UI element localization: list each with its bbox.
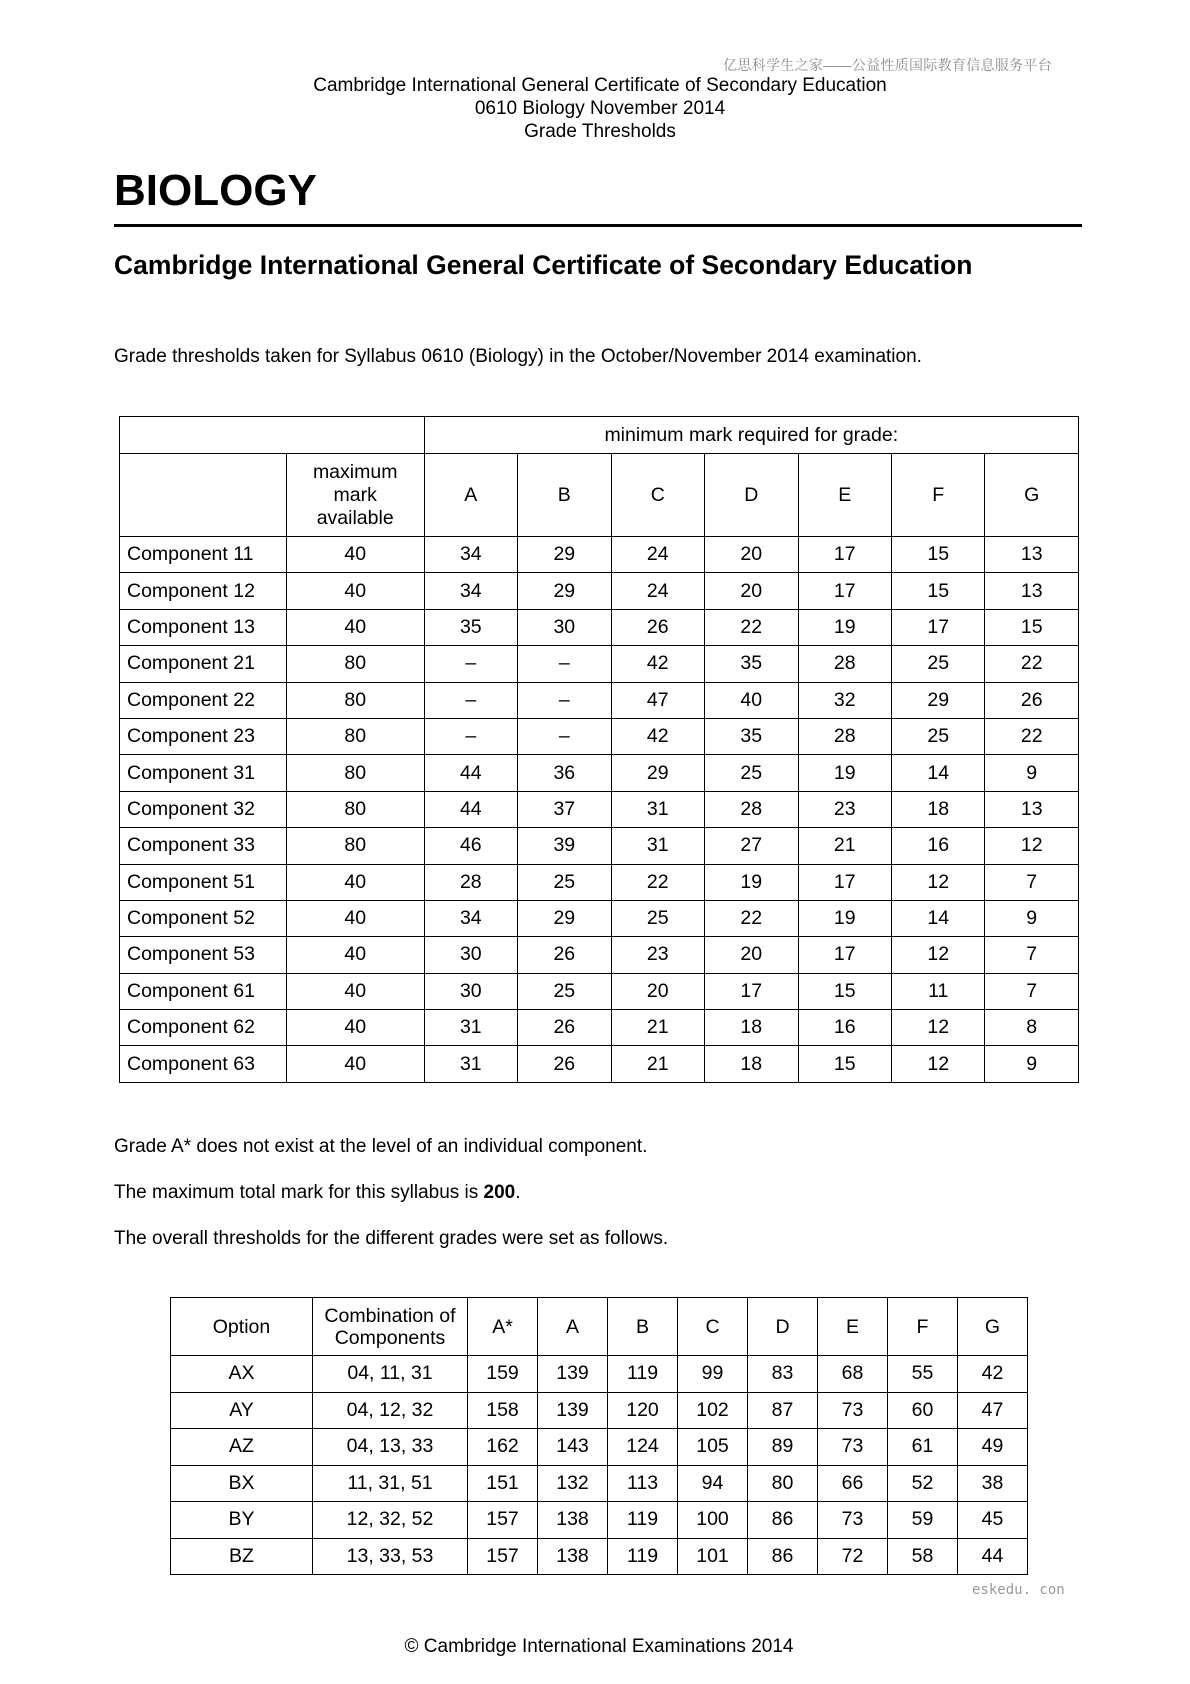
grade-header: A* <box>468 1298 538 1356</box>
note-max-total <box>114 1182 521 1204</box>
grade-mark-cell: 29 <box>891 682 984 718</box>
grade-mark-cell: 72 <box>818 1538 888 1575</box>
grade-mark-cell: 66 <box>818 1465 888 1502</box>
empty-header-cell <box>120 417 425 454</box>
table-row <box>171 1429 1028 1466</box>
component-name-cell: Component 12 <box>120 573 287 609</box>
max-mark-cell: 80 <box>286 646 424 682</box>
component-name-cell: Component 23 <box>120 718 287 754</box>
max-mark-cell: 40 <box>286 973 424 1009</box>
grade-mark-cell: 47 <box>611 682 704 718</box>
grade-mark-cell: 86 <box>748 1502 818 1539</box>
grade-mark-cell: 38 <box>958 1465 1028 1502</box>
grade-header: D <box>705 454 798 537</box>
combination-cell: 11, 31, 51 <box>313 1465 468 1502</box>
grade-mark-cell: 60 <box>888 1392 958 1429</box>
grade-mark-cell: – <box>518 646 611 682</box>
header-line-1: Cambridge International General Certificate of Secondary Education <box>313 75 887 96</box>
grade-mark-cell: 157 <box>468 1502 538 1539</box>
table-row <box>120 1010 1079 1046</box>
grade-mark-cell: 34 <box>424 537 517 573</box>
component-name-cell: Component 33 <box>120 828 287 864</box>
grade-mark-cell: 101 <box>678 1538 748 1575</box>
grade-header: F <box>888 1298 958 1356</box>
max-mark-cell: 80 <box>286 718 424 754</box>
grade-mark-cell: 49 <box>958 1429 1028 1466</box>
grade-mark-cell: 17 <box>798 537 891 573</box>
table-row <box>171 1502 1028 1539</box>
grade-mark-cell: 31 <box>424 1010 517 1046</box>
max-mark-cell: 80 <box>286 682 424 718</box>
grade-header: D <box>748 1298 818 1356</box>
grade-mark-cell: 21 <box>611 1010 704 1046</box>
grade-mark-cell: 124 <box>608 1429 678 1466</box>
max-total-suffix: . <box>515 1182 521 1203</box>
page-subtitle: Cambridge International General Certificate of Secondary Education <box>114 250 973 280</box>
table-row <box>120 973 1079 1009</box>
max-mark-header: maximum mark available <box>286 454 424 537</box>
grade-mark-cell: – <box>518 682 611 718</box>
grade-mark-cell: 11 <box>891 973 984 1009</box>
grade-mark-cell: 61 <box>888 1429 958 1466</box>
grade-mark-cell: 42 <box>611 718 704 754</box>
table-row <box>120 718 1079 754</box>
grade-mark-cell: 119 <box>608 1502 678 1539</box>
grade-header: B <box>608 1298 678 1356</box>
grade-mark-cell: 119 <box>608 1356 678 1393</box>
grade-mark-cell: 17 <box>798 864 891 900</box>
grade-mark-cell: 28 <box>798 646 891 682</box>
option-cell: AY <box>171 1392 313 1429</box>
grade-mark-cell: 25 <box>891 718 984 754</box>
grade-mark-cell: 30 <box>518 609 611 645</box>
table-row <box>120 573 1079 609</box>
table-row <box>120 609 1079 645</box>
max-total-prefix: The maximum total mark for this syllabus is <box>114 1182 484 1203</box>
title-rule <box>114 224 1082 227</box>
grade-mark-cell: 22 <box>705 609 798 645</box>
grade-mark-cell: 162 <box>468 1429 538 1466</box>
grade-mark-cell: 42 <box>958 1356 1028 1393</box>
grade-mark-cell: 159 <box>468 1356 538 1393</box>
max-total-value: 200 <box>483 1182 516 1203</box>
grade-mark-cell: 8 <box>985 1010 1079 1046</box>
grade-mark-cell: 21 <box>798 828 891 864</box>
grade-mark-cell: 52 <box>888 1465 958 1502</box>
table-row <box>171 1356 1028 1393</box>
max-mark-cell: 40 <box>286 609 424 645</box>
component-name-cell: Component 21 <box>120 646 287 682</box>
option-cell: BX <box>171 1465 313 1502</box>
grade-mark-cell: 119 <box>608 1538 678 1575</box>
grade-mark-cell: 19 <box>705 864 798 900</box>
grade-header: A <box>538 1298 608 1356</box>
grade-mark-cell: 18 <box>891 791 984 827</box>
grade-mark-cell: 26 <box>518 1046 611 1082</box>
empty-header-cell <box>120 454 287 537</box>
option-table-body <box>171 1356 1028 1575</box>
combination-header: Combination of Components <box>313 1298 468 1356</box>
grade-mark-cell: – <box>424 646 517 682</box>
grade-mark-cell: 9 <box>985 1046 1079 1082</box>
grade-mark-cell: 139 <box>538 1392 608 1429</box>
max-mark-cell: 80 <box>286 755 424 791</box>
grade-mark-cell: 17 <box>705 973 798 1009</box>
grade-mark-cell: 73 <box>818 1392 888 1429</box>
grade-mark-cell: 24 <box>611 537 704 573</box>
combination-cell: 12, 32, 52 <box>313 1502 468 1539</box>
grade-mark-cell: 14 <box>891 755 984 791</box>
grade-header: A <box>424 454 517 537</box>
grade-mark-cell: 23 <box>798 791 891 827</box>
component-name-cell: Component 11 <box>120 537 287 573</box>
grade-mark-cell: 9 <box>985 755 1079 791</box>
table-row <box>120 864 1079 900</box>
grade-header: B <box>518 454 611 537</box>
grade-mark-cell: 132 <box>538 1465 608 1502</box>
component-name-cell: Component 22 <box>120 682 287 718</box>
grade-header: C <box>611 454 704 537</box>
grade-mark-cell: 25 <box>705 755 798 791</box>
table-row <box>171 1465 1028 1502</box>
grade-mark-cell: 26 <box>518 937 611 973</box>
grade-mark-cell: 12 <box>891 1046 984 1082</box>
grade-mark-cell: 158 <box>468 1392 538 1429</box>
grade-mark-cell: 31 <box>611 828 704 864</box>
grade-mark-cell: 19 <box>798 900 891 936</box>
grade-mark-cell: 20 <box>705 537 798 573</box>
grade-mark-cell: 47 <box>958 1392 1028 1429</box>
grade-mark-cell: 18 <box>705 1046 798 1082</box>
component-name-cell: Component 51 <box>120 864 287 900</box>
note-a-star: Grade A* does not exist at the level of an individual component. <box>114 1136 648 1157</box>
table-row <box>120 682 1079 718</box>
grade-mark-cell: 15 <box>985 609 1079 645</box>
grade-mark-cell: 94 <box>678 1465 748 1502</box>
table-row <box>120 791 1079 827</box>
grade-mark-cell: 27 <box>705 828 798 864</box>
grade-mark-cell: 44 <box>424 755 517 791</box>
table-row <box>120 828 1079 864</box>
grade-mark-cell: 39 <box>518 828 611 864</box>
grade-header: C <box>678 1298 748 1356</box>
max-mark-cell: 40 <box>286 1010 424 1046</box>
grade-mark-cell: 15 <box>798 1046 891 1082</box>
option-cell: BZ <box>171 1538 313 1575</box>
grade-mark-cell: 26 <box>611 609 704 645</box>
max-mark-cell: 40 <box>286 900 424 936</box>
component-name-cell: Component 13 <box>120 609 287 645</box>
grade-mark-cell: 19 <box>798 755 891 791</box>
grade-mark-cell: 21 <box>611 1046 704 1082</box>
grade-mark-cell: 35 <box>705 646 798 682</box>
grade-mark-cell: 45 <box>958 1502 1028 1539</box>
grade-mark-cell: 29 <box>518 900 611 936</box>
document-header <box>200 74 1000 143</box>
grade-mark-cell: 26 <box>985 682 1079 718</box>
grade-mark-cell: 139 <box>538 1356 608 1393</box>
component-name-cell: Component 32 <box>120 791 287 827</box>
grade-mark-cell: 89 <box>748 1429 818 1466</box>
max-mark-cell: 80 <box>286 828 424 864</box>
component-name-cell: Component 53 <box>120 937 287 973</box>
grade-mark-cell: 22 <box>705 900 798 936</box>
grade-mark-cell: 22 <box>611 864 704 900</box>
option-cell: AZ <box>171 1429 313 1466</box>
grade-mark-cell: 28 <box>424 864 517 900</box>
grade-mark-cell: 55 <box>888 1356 958 1393</box>
max-mark-cell: 40 <box>286 537 424 573</box>
grade-mark-cell: 44 <box>958 1538 1028 1575</box>
grade-mark-cell: 13 <box>985 791 1079 827</box>
grade-mark-cell: 105 <box>678 1429 748 1466</box>
option-thresholds-table <box>170 1297 1028 1575</box>
grade-mark-cell: 68 <box>818 1356 888 1393</box>
grade-mark-cell: 29 <box>518 573 611 609</box>
page-title: BIOLOGY <box>114 166 317 215</box>
grade-mark-cell: 113 <box>608 1465 678 1502</box>
grade-mark-cell: 151 <box>468 1465 538 1502</box>
grade-mark-cell: 15 <box>891 537 984 573</box>
max-mark-cell: 40 <box>286 1046 424 1082</box>
grade-mark-cell: 83 <box>748 1356 818 1393</box>
grade-mark-cell: 73 <box>818 1502 888 1539</box>
grade-mark-cell: 15 <box>891 573 984 609</box>
grade-mark-cell: 87 <box>748 1392 818 1429</box>
grade-mark-cell: 9 <box>985 900 1079 936</box>
grade-mark-cell: 7 <box>985 864 1079 900</box>
grade-mark-cell: 46 <box>424 828 517 864</box>
grade-header: F <box>891 454 984 537</box>
table-row <box>120 900 1079 936</box>
grade-mark-cell: 59 <box>888 1502 958 1539</box>
grade-mark-cell: 12 <box>891 937 984 973</box>
grade-mark-cell: 22 <box>985 646 1079 682</box>
grade-mark-cell: 28 <box>798 718 891 754</box>
grade-mark-cell: 12 <box>891 864 984 900</box>
grade-mark-cell: 30 <box>424 937 517 973</box>
table-row <box>120 937 1079 973</box>
grade-mark-cell: 7 <box>985 937 1079 973</box>
grade-mark-cell: 20 <box>705 573 798 609</box>
grade-mark-cell: 86 <box>748 1538 818 1575</box>
note-overall: The overall thresholds for the different grades were set as follows. <box>114 1228 669 1249</box>
watermark-top: 亿思科学生之家——公益性质国际教育信息服务平台 <box>723 57 1052 73</box>
grade-header: G <box>958 1298 1028 1356</box>
grade-mark-cell: 58 <box>888 1538 958 1575</box>
grade-header: G <box>985 454 1079 537</box>
grade-mark-cell: 25 <box>891 646 984 682</box>
grade-mark-cell: 34 <box>424 573 517 609</box>
table-row <box>120 646 1079 682</box>
grade-mark-cell: 14 <box>891 900 984 936</box>
grade-mark-cell: 20 <box>611 973 704 1009</box>
grade-mark-cell: 138 <box>538 1502 608 1539</box>
grade-mark-cell: 120 <box>608 1392 678 1429</box>
option-cell: AX <box>171 1356 313 1393</box>
grade-mark-cell: 35 <box>424 609 517 645</box>
watermark-bottom: eskedu. con <box>972 1582 1065 1598</box>
grade-mark-cell: 20 <box>705 937 798 973</box>
grade-mark-cell: 138 <box>538 1538 608 1575</box>
combination-cell: 13, 33, 53 <box>313 1538 468 1575</box>
copyright-footer: © Cambridge International Examinations 2014 <box>404 1636 794 1657</box>
component-name-cell: Component 52 <box>120 900 287 936</box>
max-mark-cell: 40 <box>286 573 424 609</box>
grade-mark-cell: 73 <box>818 1429 888 1466</box>
combination-cell: 04, 12, 32 <box>313 1392 468 1429</box>
component-name-cell: Component 63 <box>120 1046 287 1082</box>
component-name-cell: Component 61 <box>120 973 287 1009</box>
grade-mark-cell: 15 <box>798 973 891 1009</box>
grade-mark-cell: 16 <box>798 1010 891 1046</box>
grade-mark-cell: 37 <box>518 791 611 827</box>
grade-mark-cell: 12 <box>985 828 1079 864</box>
grade-mark-cell: 100 <box>678 1502 748 1539</box>
table-row <box>120 1046 1079 1082</box>
grade-mark-cell: 29 <box>611 755 704 791</box>
grade-mark-cell: 23 <box>611 937 704 973</box>
option-header: Option <box>171 1298 313 1356</box>
max-mark-cell: 40 <box>286 937 424 973</box>
grade-mark-cell: 16 <box>891 828 984 864</box>
combination-cell: 04, 11, 31 <box>313 1356 468 1393</box>
grade-mark-cell: 24 <box>611 573 704 609</box>
grade-mark-cell: 31 <box>424 1046 517 1082</box>
grade-mark-cell: 17 <box>798 573 891 609</box>
grade-mark-cell: 40 <box>705 682 798 718</box>
component-name-cell: Component 31 <box>120 755 287 791</box>
grade-mark-cell: 19 <box>798 609 891 645</box>
grade-mark-cell: – <box>424 682 517 718</box>
table-row <box>171 1538 1028 1575</box>
table-row <box>171 1392 1028 1429</box>
component-table-body <box>120 537 1079 1083</box>
grade-mark-cell: 25 <box>611 900 704 936</box>
header-line-2: 0610 Biology November 2014 <box>474 98 726 119</box>
grade-header: E <box>818 1298 888 1356</box>
combination-cell: 04, 13, 33 <box>313 1429 468 1466</box>
grade-mark-cell: 102 <box>678 1392 748 1429</box>
grade-mark-cell: 25 <box>518 864 611 900</box>
grade-mark-cell: 99 <box>678 1356 748 1393</box>
grade-mark-cell: 31 <box>611 791 704 827</box>
component-thresholds-table <box>119 416 1079 1083</box>
option-table-header-row <box>171 1298 1028 1356</box>
grade-mark-cell: 29 <box>518 537 611 573</box>
grade-mark-cell: 80 <box>748 1465 818 1502</box>
grade-mark-cell: 44 <box>424 791 517 827</box>
grade-mark-cell: 7 <box>985 973 1079 1009</box>
grade-mark-cell: – <box>518 718 611 754</box>
grade-mark-cell: 17 <box>798 937 891 973</box>
grade-mark-cell: 36 <box>518 755 611 791</box>
grade-mark-cell: 13 <box>985 573 1079 609</box>
max-mark-cell: 80 <box>286 791 424 827</box>
grade-mark-cell: 26 <box>518 1010 611 1046</box>
table-row <box>120 755 1079 791</box>
grade-mark-cell: 30 <box>424 973 517 1009</box>
grade-mark-cell: 28 <box>705 791 798 827</box>
max-mark-cell: 40 <box>286 864 424 900</box>
grade-mark-cell: 25 <box>518 973 611 1009</box>
table-group-header-row <box>120 417 1079 454</box>
grade-mark-cell: 34 <box>424 900 517 936</box>
grade-mark-cell: 13 <box>985 537 1079 573</box>
grade-mark-cell: 18 <box>705 1010 798 1046</box>
grade-mark-cell: 143 <box>538 1429 608 1466</box>
grade-mark-cell: 22 <box>985 718 1079 754</box>
grade-mark-cell: 17 <box>891 609 984 645</box>
table-header-row <box>120 454 1079 537</box>
option-cell: BY <box>171 1502 313 1539</box>
grade-mark-cell: – <box>424 718 517 754</box>
intro-text: Grade thresholds taken for Syllabus 0610 (Biology) in the October/November 2014 examination. <box>114 346 922 367</box>
table-row <box>120 537 1079 573</box>
grade-mark-cell: 157 <box>468 1538 538 1575</box>
grade-mark-cell: 35 <box>705 718 798 754</box>
component-name-cell: Component 62 <box>120 1010 287 1046</box>
header-line-3: Grade Thresholds <box>524 121 676 142</box>
grade-header: E <box>798 454 891 537</box>
grade-mark-cell: 42 <box>611 646 704 682</box>
group-header-cell: minimum mark required for grade: <box>424 417 1078 454</box>
grade-mark-cell: 32 <box>798 682 891 718</box>
grade-mark-cell: 12 <box>891 1010 984 1046</box>
